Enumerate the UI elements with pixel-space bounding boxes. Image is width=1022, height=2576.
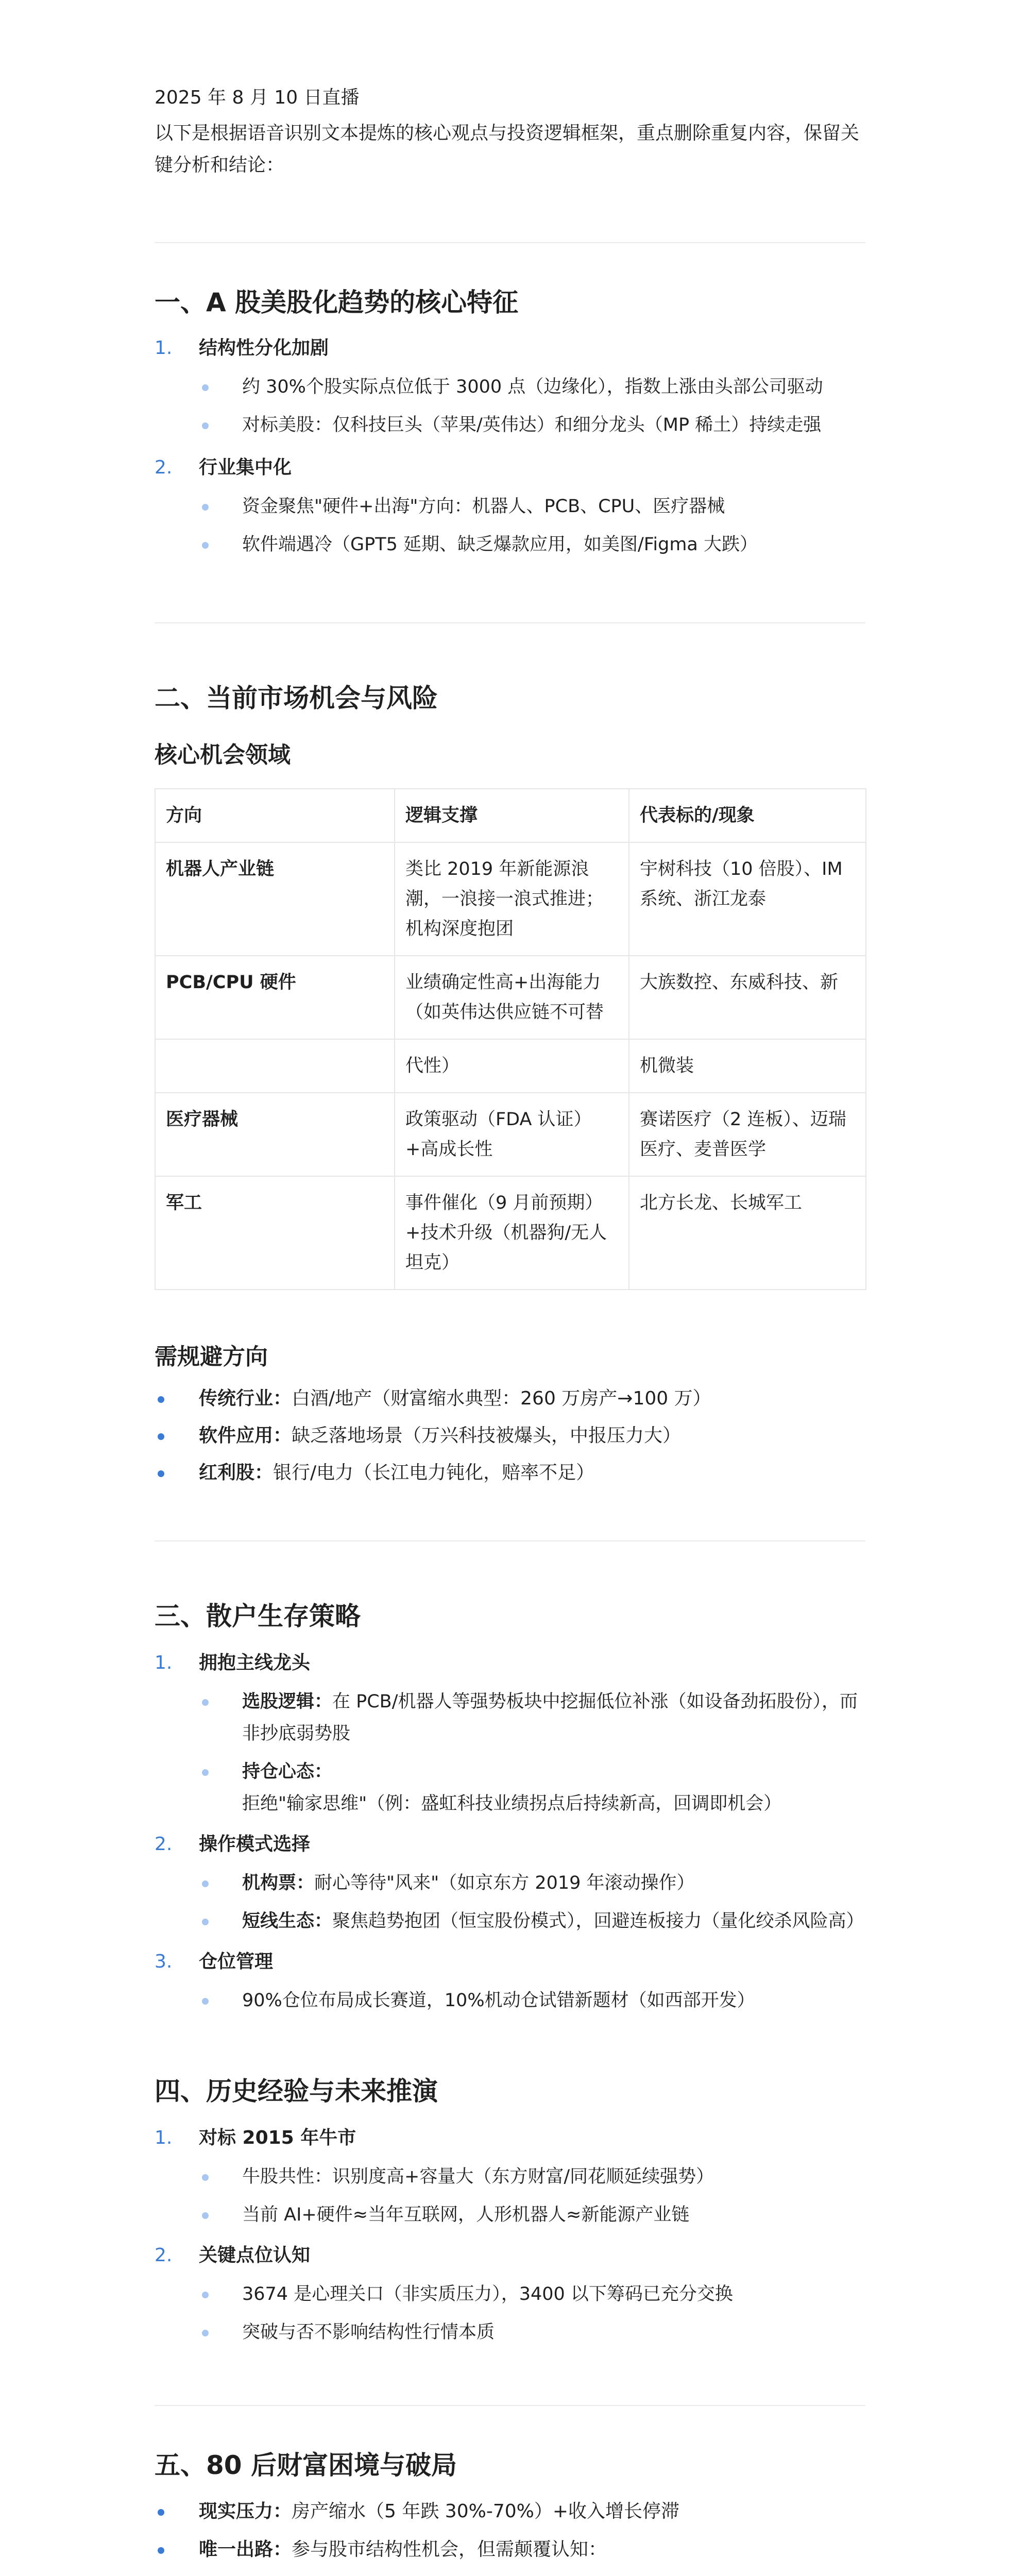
list-item: [155, 1650, 865, 1676]
table-cell: [155, 1039, 395, 1093]
sub-item: [155, 2316, 865, 2348]
list-item: 唯一出路：参与股市结构性机会，但需颠覆认知：: [155, 2534, 865, 2566]
document-page: [155, 82, 865, 2576]
sub-item: [155, 2199, 865, 2231]
list-number: 1.: [155, 1652, 173, 1673]
bullet-icon: [202, 2330, 209, 2336]
list-item: 现实压力：房产缩水（5 年跌 30%-70%）+收入增长停滞: [155, 2496, 865, 2528]
list-number: 1.: [155, 337, 173, 359]
bullet-icon: [202, 504, 209, 511]
sub-item: 选股逻辑：在 PCB/机器人等强势板块中挖掘低位补涨（如设备劲拓股份），而非抄底弱势股: [155, 1686, 865, 1750]
section-3-title: 三、散户生存策略: [155, 1601, 361, 1631]
table-header-cell: 代表标的/现象: [629, 789, 866, 842]
list-item: [155, 454, 865, 481]
bullet-icon: [202, 2212, 209, 2219]
list-item-title: 关键点位认知: [199, 2245, 311, 2266]
bullet-icon: [158, 2509, 164, 2516]
list-item-title: 拥抱主线龙头: [199, 1652, 311, 1673]
list-item: [155, 1948, 865, 1975]
table-header-cell: 方向: [155, 789, 395, 842]
sub-item-text: 约 30%个股实际点位低于 3000 点（边缘化），指数上涨由头部公司驱动: [242, 377, 823, 397]
sub-item: [155, 529, 865, 561]
table-cell: 业绩确定性高+出海能力（如英伟达供应链不可替: [395, 956, 629, 1039]
table-cell: 事件催化（9 月前预期）+技术升级（机器狗/无人坦克）: [395, 1176, 629, 1290]
list-item-title: 行业集中化: [199, 457, 292, 478]
table-cell: 宇树科技（10 倍股）、IM 系统、浙江龙泰: [629, 842, 866, 956]
table-cell: 机器人产业链: [155, 842, 395, 956]
table-cell: 大族数控、东威科技、新: [629, 956, 866, 1039]
section-1-title: 一、A 股美股化趋势的核心特征: [155, 287, 519, 317]
sub-item: 短线生态：聚焦趋势抱团（恒宝股份模式），回避连板接力（量化绞杀风险高）: [155, 1905, 865, 1937]
bullet-icon: [202, 422, 209, 429]
section-5-title: 五、80 后财富困境与破局: [155, 2450, 457, 2480]
table-cell: 赛诺医疗（2 连板）、迈瑞医疗、麦普医学: [629, 1093, 866, 1176]
bullet-icon: [202, 1699, 209, 1706]
intro-paragraph: 以下是根据语音识别文本提炼的核心观点与投资逻辑框架，重点删除重复内容，保留关键分析和结论：: [155, 123, 860, 176]
list-item: [155, 335, 865, 362]
list-item: [155, 2242, 865, 2269]
table-header-row: [155, 789, 866, 842]
table-row: [155, 1093, 866, 1176]
sub-item: [155, 2572, 865, 2576]
list-item-title: 仓位管理: [199, 1951, 274, 1972]
sub-item-text: 突破与否不影响结构性行情本质: [242, 2322, 495, 2343]
table-cell: 军工: [155, 1176, 395, 1290]
section-3-list: [155, 1650, 865, 2016]
section-2-title: 二、当前市场机会与风险: [155, 683, 438, 713]
bullet-icon: [202, 542, 209, 549]
table-header-cell: 逻辑支撑: [395, 789, 629, 842]
list-item-title: 对标 2015 年牛市: [199, 2127, 356, 2148]
bullet-icon: [158, 2547, 164, 2554]
table-cell: PCB/CPU 硬件: [155, 956, 395, 1039]
divider: [155, 242, 865, 243]
list-number: 2.: [155, 457, 173, 478]
table-cell: 类比 2019 年新能源浪潮，一浪接一浪式推进；机构深度抱团: [395, 842, 629, 956]
list-item: 传统行业：白酒/地产（财富缩水典型：260 万房产→100 万）: [155, 1383, 865, 1415]
section-4-list: [155, 2125, 865, 2348]
bullet-icon: [202, 384, 209, 391]
sub-item-text: 资金聚焦"硬件+出海"方向：机器人、PCB、CPU、医疗器械: [242, 496, 725, 517]
bullet-icon: [202, 2174, 209, 2181]
table-row: [155, 842, 866, 956]
bullet-icon: [202, 1919, 209, 1925]
opportunities-heading: 核心机会领域: [155, 742, 291, 768]
sub-item: 机构票：耐心等待"风来"（如京东方 2019 年滚动操作）: [155, 1867, 865, 1899]
sub-item: [155, 409, 865, 441]
list-item-title: 结构性分化加剧: [199, 337, 329, 359]
list-item: 软件应用：缺乏落地场景（万兴科技被爆头，中报压力大）: [155, 1420, 865, 1452]
divider: [155, 2405, 865, 2406]
bullet-icon: [158, 1433, 164, 1440]
bullet-icon: [202, 1769, 209, 1776]
sub-item-text: 软件端遇冷（GPT5 延期、缺乏爆款应用，如美图/Figma 大跌）: [242, 534, 758, 555]
table-row: [155, 1176, 866, 1290]
divider: [155, 1540, 865, 1541]
table-cell: 代性）: [395, 1039, 629, 1093]
table-cell: 北方长龙、长城军工: [629, 1176, 866, 1290]
bullet-icon: [202, 1880, 209, 1887]
avoid-heading: 需规避方向: [155, 1344, 268, 1370]
list-item: [155, 1831, 865, 1858]
divider: [155, 622, 865, 623]
list-item-title: 操作模式选择: [199, 1834, 311, 1855]
sub-item-text: 3674 是心理关口（非实质压力），3400 以下筹码已充分交换: [242, 2284, 733, 2304]
table-cell: 政策驱动（FDA 认证）+高成长性: [395, 1093, 629, 1176]
table-cell: 医疗器械: [155, 1093, 395, 1176]
bullet-icon: [158, 1470, 164, 1477]
section-1-list: [155, 335, 865, 561]
sub-item: 持仓心态：拒绝"输家思维"（例：盛虹科技业绩拐点后持续新高，回调即机会）: [155, 1756, 865, 1820]
section-4-title: 四、历史经验与未来推演: [155, 2076, 438, 2106]
opportunities-table: [155, 788, 866, 1290]
avoid-list: [155, 1383, 865, 1489]
sub-item: 90%仓位布局成长赛道，10%机动仓试错新题材（如西部开发）: [155, 1985, 865, 2016]
list-number: 2.: [155, 1834, 173, 1855]
table-row: [155, 1039, 866, 1093]
sub-item-text: 牛股共性：识别度高+容量大（东方财富/同花顺延续强势）: [242, 2166, 714, 2187]
sub-item: [155, 2278, 865, 2310]
list-number: 3.: [155, 1951, 173, 1972]
bullet-icon: [158, 1396, 164, 1403]
list-number: 1.: [155, 2127, 173, 2148]
list-item: [155, 2125, 865, 2151]
sub-item-text: 对标美股：仅科技巨头（苹果/英伟达）和细分龙头（MP 稀土）持续走强: [242, 415, 822, 435]
list-item: 红利股：银行/电力（长江电力钝化，赔率不足）: [155, 1457, 865, 1489]
sub-item-text: 当前 AI+硬件≈当年互联网，人形机器人≈新能源产业链: [242, 2205, 690, 2225]
bullet-icon: [202, 2292, 209, 2298]
section-5-list: [155, 2496, 865, 2576]
sub-item: [155, 2161, 865, 2193]
sub-item: [155, 371, 865, 403]
table-cell: 机微装: [629, 1039, 866, 1093]
date-line: 2025 年 8 月 10 日直播: [155, 87, 360, 108]
bullet-icon: [202, 1998, 209, 2005]
sub-item: [155, 490, 865, 522]
list-number: 2.: [155, 2245, 173, 2266]
table-row: [155, 956, 866, 1039]
